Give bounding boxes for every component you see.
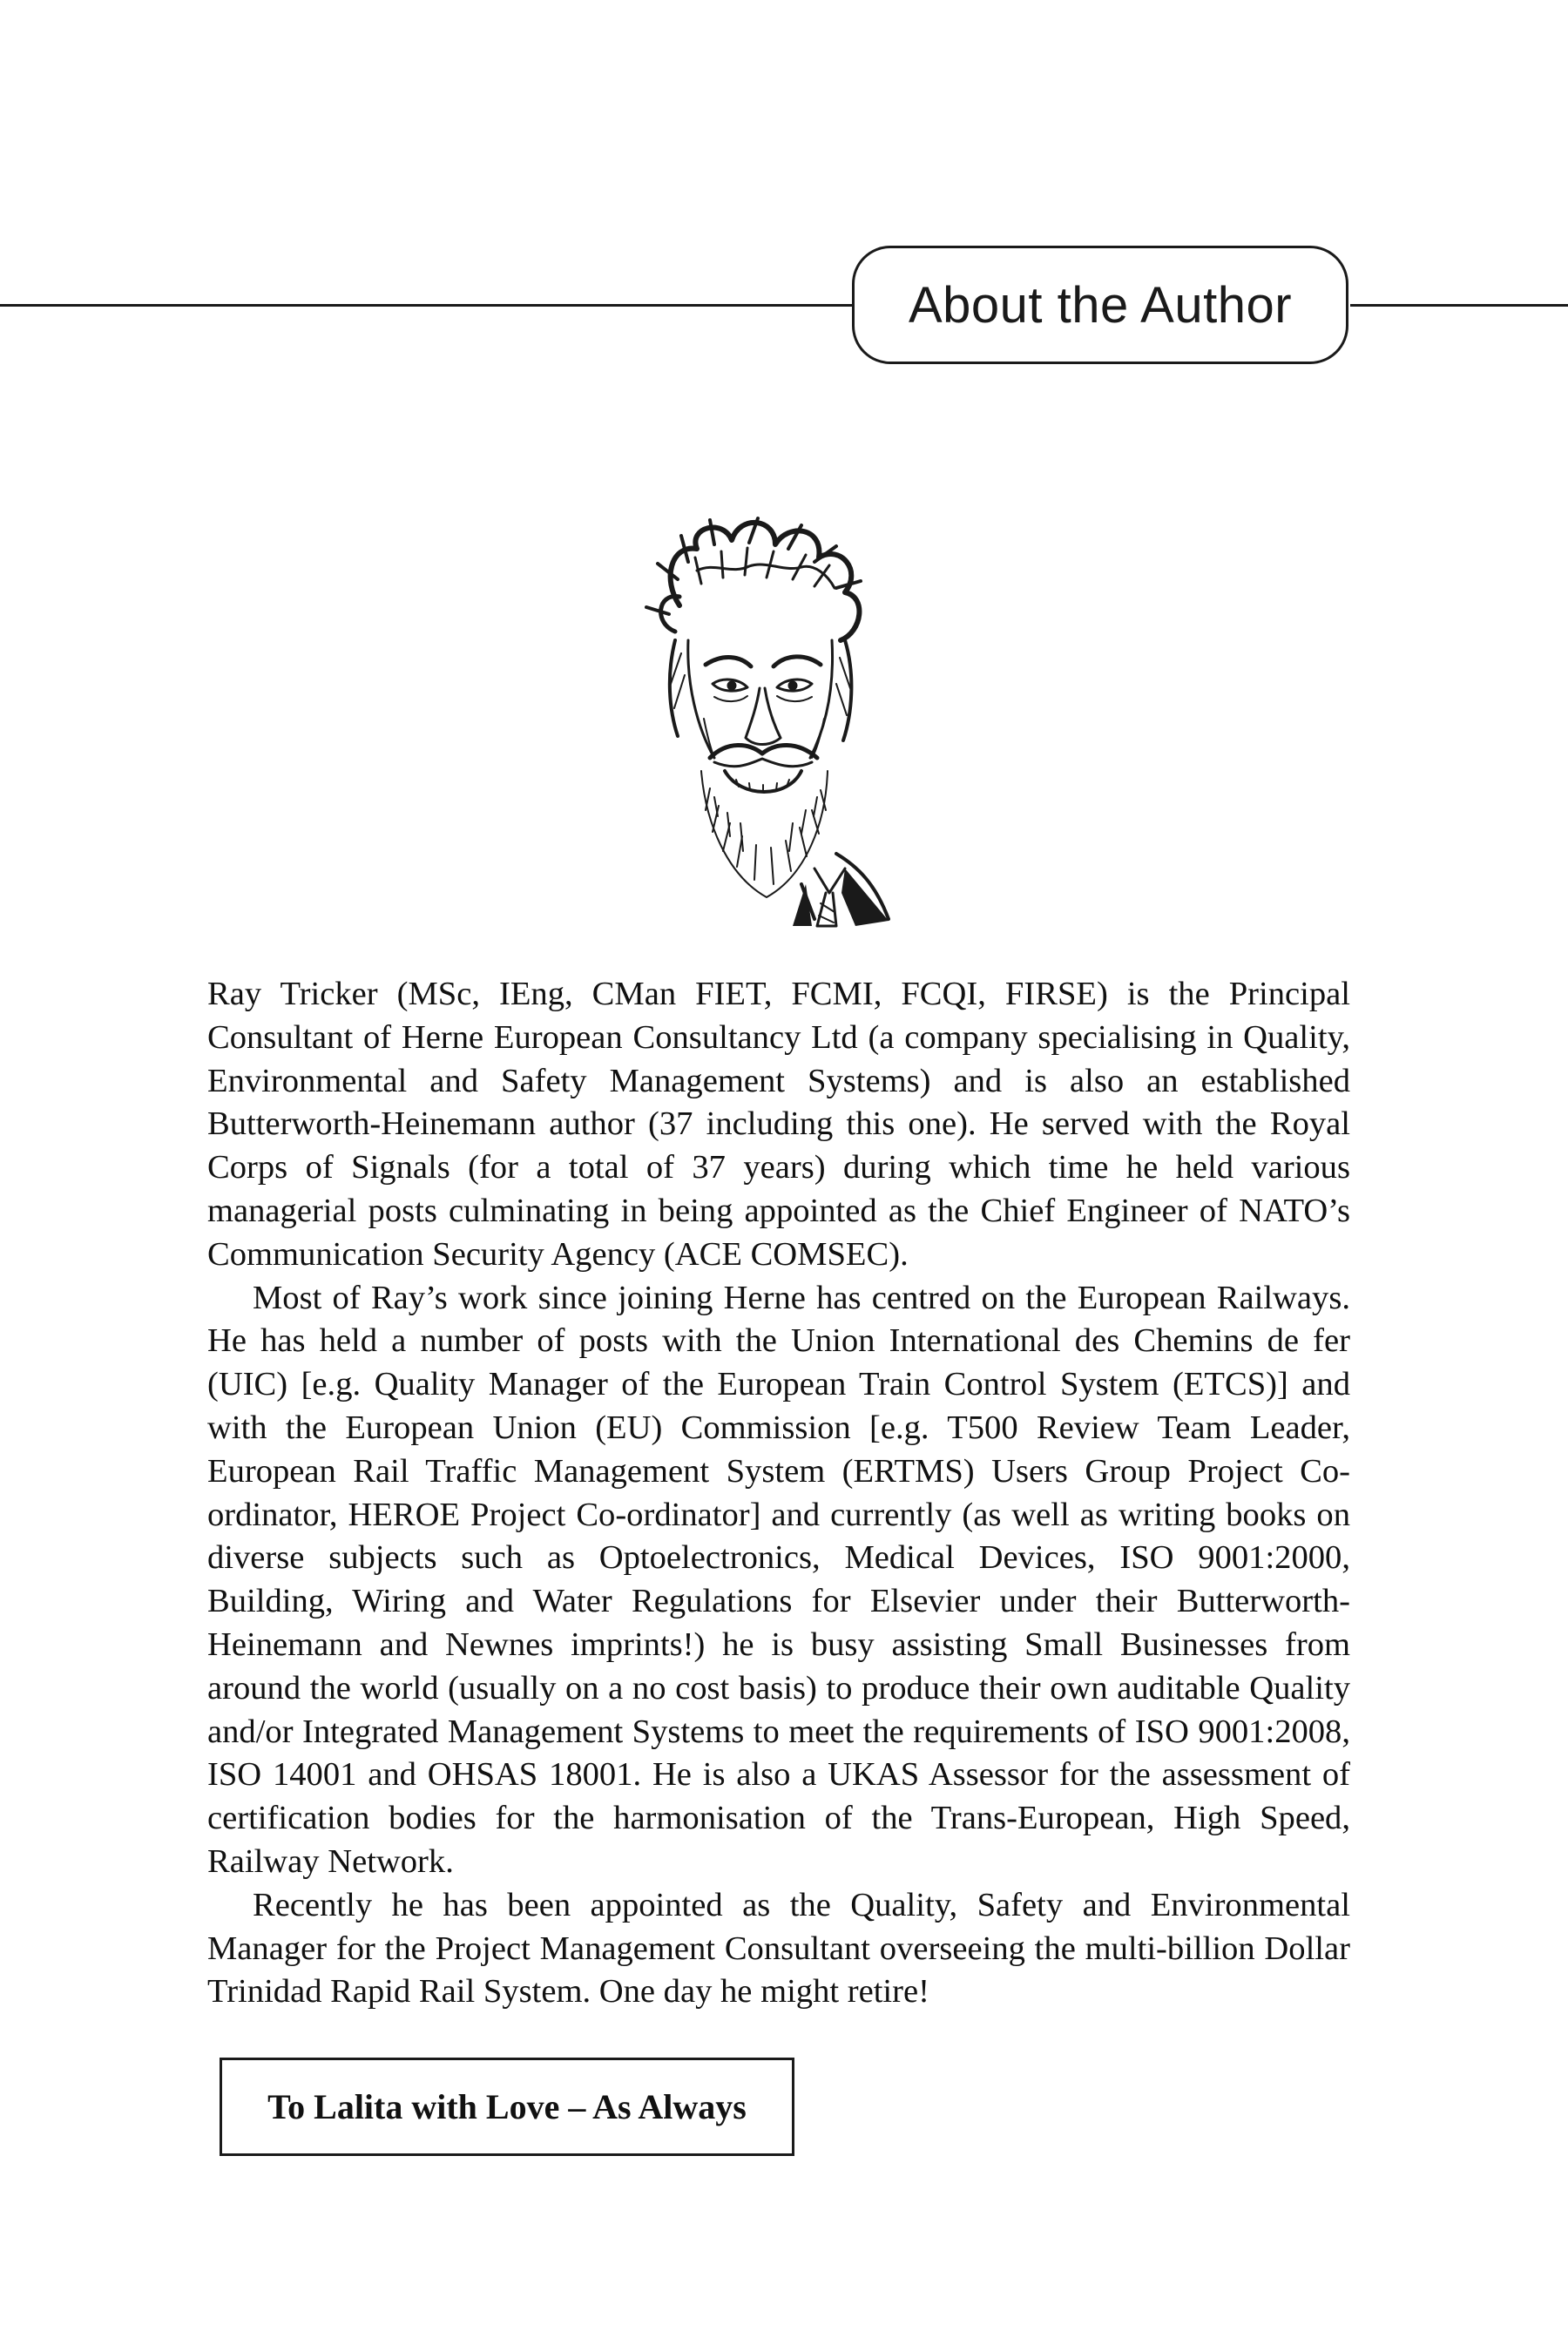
author-biography bbox=[207, 973, 1350, 2014]
author-caricature-icon bbox=[627, 510, 932, 928]
biography-paragraph-3: Recently he has been appointed as the Quality, Safety and Environmental Manager for the Project Management Consultant overseeing the multi-billion Dollar Trinidad Rapid Rail System. One day he might retire! bbox=[207, 1886, 1350, 2011]
header-rule-right bbox=[1350, 304, 1568, 307]
biography-paragraph-2: Most of Ray’s work since joining Herne has centred on the European Railways. He has held a number of posts with the Union International des Chemins de fer (UIC) [e.g. Quality Manager of the European Train Control System (ETCS)] and with the European Union (EU) Commission [e.g. T500 Review Team Leader, European Rail Traffic Management System (ERTMS) Users Group Project Co-ordinator, HEROE Project Co-ordinator] and currently (as well as writing books on diverse subjects such as Optoelectronics, Medical Devices, ISO 9001:2000, Building, Wiring and Water Regulations for Elsevier under their Butterworth-Heinemann and Newnes imprints!) he is busy assisting Small Businesses from around the world (usually on a no cost basis) to produce their own auditable Quality and/or Integrated Management Systems to meet the requirements of ISO 9001:2008, ISO 14001 and OHSAS 18001. He is also a UKAS Assessor for the assessment of certification bodies for the harmonisation of the Trans-European, High Speed, Railway Network. bbox=[207, 1279, 1350, 1880]
dedication-box bbox=[220, 2058, 794, 2156]
page-title: About the Author bbox=[908, 276, 1293, 334]
dedication-text: To Lalita with Love – As Always bbox=[267, 2087, 747, 2126]
header-rule-left bbox=[0, 304, 858, 307]
biography-paragraph-1: Ray Tricker (MSc, IEng, CMan FIET, FCMI, FCQI, FIRSE) is the Principal Consultant of Herne European Consultancy Ltd (a company specialising in Quality, Environmental and Safety Management Systems) and is also an established Butterworth-Heinemann author (37 including this one). He served with the Royal Corps of Signals (for a total of 37 years) during which time he held various managerial posts culminating in being appointed as the Chief Engineer of NATO’s Communication Security Agency (ACE COMSEC). bbox=[207, 976, 1350, 1273]
title-box bbox=[852, 246, 1348, 364]
